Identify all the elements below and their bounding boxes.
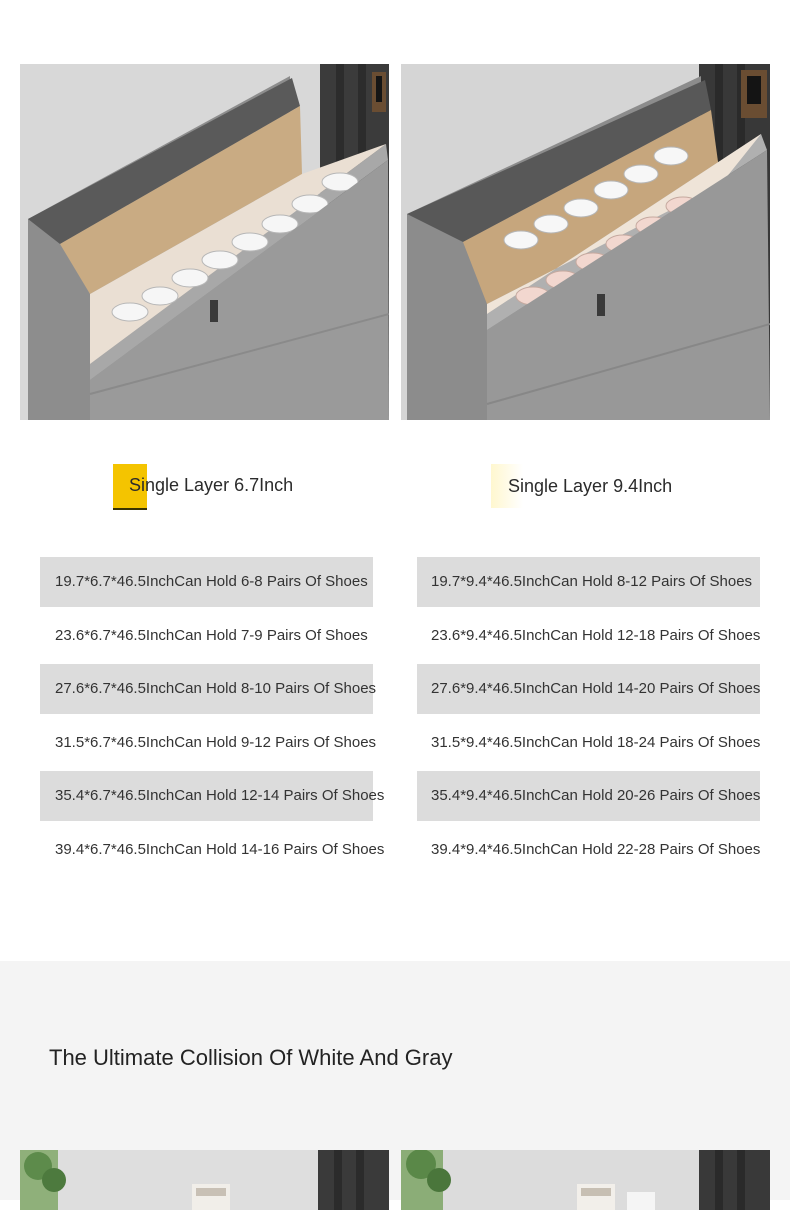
size-row-text: 35.4*9.4*46.5InchCan Hold 20-26 Pairs Of Shoes xyxy=(431,787,761,804)
variant-heading-6-7-inch: Single Layer 6.7Inch xyxy=(129,475,294,495)
room-preview-image-left xyxy=(20,1150,389,1210)
size-row-text: 31.5*9.4*46.5InchCan Hold 18-24 Pairs Of Shoes xyxy=(431,733,761,751)
product-image-9-4-inch xyxy=(401,64,770,420)
product-image-6-7-inch xyxy=(20,64,389,420)
size-row-text: 23.6*6.7*46.5InchCan Hold 7-9 Pairs Of Shoes xyxy=(55,626,368,644)
size-row-text: 23.6*9.4*46.5InchCan Hold 12-18 Pairs Of Shoes xyxy=(431,626,761,644)
room-preview-image-right xyxy=(401,1150,770,1210)
size-row-text: 35.4*6.7*46.5InchCan Hold 12-14 Pairs Of Shoes xyxy=(55,787,385,804)
variant-heading-9-4-inch: Single Layer 9.4Inch xyxy=(508,476,673,496)
size-row-text: 19.7*9.4*46.5InchCan Hold 8-12 Pairs Of Shoes xyxy=(431,573,753,590)
size-row-text: 27.6*6.7*46.5InchCan Hold 8-10 Pairs Of Shoes xyxy=(55,680,377,697)
size-row-text: 27.6*9.4*46.5InchCan Hold 14-20 Pairs Of Shoes xyxy=(431,680,761,697)
size-row-text: 39.4*9.4*46.5InchCan Hold 22-28 Pairs Of Shoes xyxy=(431,840,761,858)
feature-section xyxy=(0,961,790,1200)
size-row-text: 19.7*6.7*46.5InchCan Hold 6-8 Pairs Of Shoes xyxy=(55,573,368,590)
section-title: The Ultimate Collision Of White And Gray xyxy=(49,1045,453,1070)
size-row-text: 39.4*6.7*46.5InchCan Hold 14-16 Pairs Of Shoes xyxy=(55,840,385,858)
size-row-text: 31.5*6.7*46.5InchCan Hold 9-12 Pairs Of Shoes xyxy=(55,733,377,751)
